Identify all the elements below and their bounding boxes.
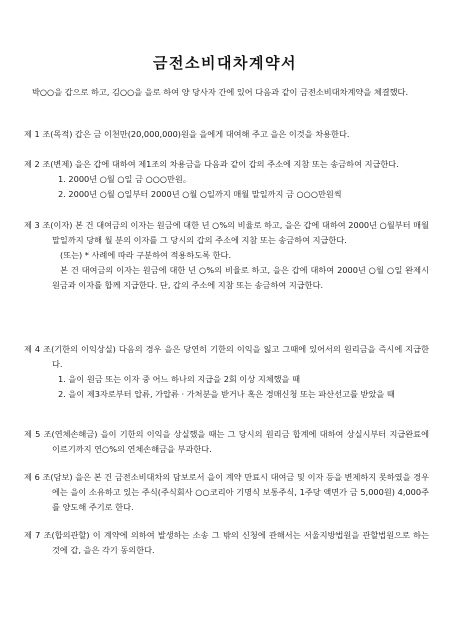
- article-3: [24, 218, 429, 293]
- article-4-item-2: 2. 을이 제3자로부터 압류, 가압류 · 가처분을 받거나 혹은 경매신청 또는 파산선고를 받았을 때: [58, 389, 395, 399]
- article-3-text: 제 3 조(이자) 본 건 대여금의 이자는 원금에 대한 년 ○%의 비율로 하고, 을은 갑에 대하여 2000년 ○월부터 매월 말일까지 당해 월 분의 이자를 그 당시의 갑의 주소에 지참 또는 송금하여 지급한다.: [24, 220, 429, 245]
- article-3-note: (또는) * 사례에 따라 구분하여 적용하도록 한다.: [60, 250, 232, 260]
- article-1-text: 제 1 조(목적) 갑은 금 이천만(20,000,000)원을 을에게 대여해 주고 을은 이것을 차용한다.: [24, 129, 350, 139]
- article-2-item-2: 2. 2000년 ○월 ○일부터 2000년 ○월 ○일까지 매월 말일까지 금 ○○○만원씩: [58, 189, 342, 199]
- article-5-text: 제 5 조(연체손해금) 을이 기한의 이익을 상실했을 때는 그 당시의 원리금 합계에 대하여 상실시부터 지급완료에 이르기까지 연○%의 연체손해금을 부과한다.: [24, 429, 429, 454]
- article-7-text: 제 7 조(합의관할) 이 계약에 의하여 발생하는 소송 그 밖의 신청에 관해서는 서울지방법원을 관할법원으로 하는 것에 갑, 을은 각기 동의한다.: [24, 530, 429, 555]
- article-4-text: 제 4 조(기한의 이익상실) 다음의 경우 을은 당연히 기한의 이익을 잃고 그때에 있어서의 원리금을 즉시에 지급한다.: [24, 344, 429, 369]
- article-4-item-1: 1. 을이 원금 또는 이자 중 어느 하나의 지급을 2회 이상 지체했을 때: [58, 374, 300, 384]
- article-3-alternative: 본 건 대여금의 이자는 원금에 대한 년 ○%의 비율로 하고, 을은 갑에 대하여 2000년 ○월 ○일 완제시 원금과 이자를 합께 지급한다. 단, 갑의 주소에 지참 또는 송금하여 지급한다.: [52, 265, 429, 290]
- article-6-text: 제 6 조(담보) 을은 본 건 금전소비대차의 담보로서 을이 계약 만료시 대여금 및 이자 등을 변제하지 못하였을 경우에는 을이 소유하고 있는 주식(주식회사 ○○코리아 기명식 보통주식, 1주당 액면가 금 5,000원) 4,000주를 양도해 주기로 한다.: [24, 472, 429, 512]
- intro-paragraph: 박○○을 갑으로 하고, 김○○을 을로 하여 양 당사자 간에 있어 다음과 같이 금전소비대차계약을 체결했다.: [32, 87, 409, 97]
- article-2: [24, 157, 429, 202]
- article-7: [24, 528, 429, 558]
- article-6: [24, 470, 429, 515]
- article-5: [24, 427, 429, 457]
- article-2-item-1: 1. 2000년 ○월 ○일 금 ○○○만원。: [58, 174, 192, 184]
- article-4: [24, 342, 429, 402]
- document-title: 금전소비대차계약서: [153, 54, 297, 72]
- article-1: [24, 127, 429, 142]
- article-2-text: 제 2 조(변제) 을은 갑에 대하여 제1조의 차용금을 다음과 같이 갑의 주소에 지참 또는 송금하여 지급한다.: [24, 159, 399, 169]
